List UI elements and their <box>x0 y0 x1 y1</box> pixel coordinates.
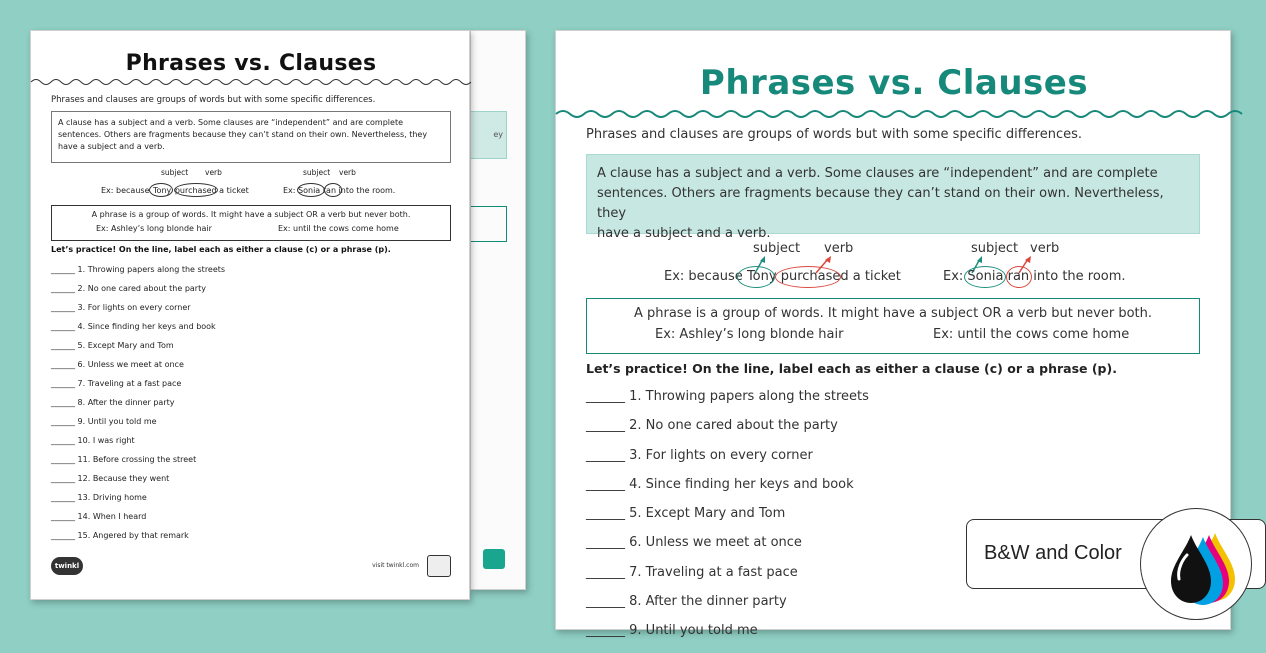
back-page-edge <box>470 30 526 590</box>
subject-label: subject <box>971 241 1019 256</box>
phrase-example: Ex: Ashley’s long blonde hair <box>96 224 212 233</box>
wave-divider <box>556 107 1232 121</box>
list-item: ______ 5. Except Mary and Tom <box>51 341 174 350</box>
subject-oval <box>297 183 325 197</box>
example-clause: Ex: Sonia ran into the room. <box>283 186 396 195</box>
quality-badge-icon <box>427 555 451 577</box>
subject-label: subject <box>161 168 189 177</box>
list-item: ______ 13. Driving home <box>51 493 147 502</box>
verb-oval <box>324 183 342 197</box>
subject-oval <box>149 183 173 197</box>
ink-drops-badge <box>1140 508 1252 620</box>
badge-label: B&W and Color <box>984 542 1122 564</box>
ink-drops-icon <box>1141 509 1251 619</box>
practice-list <box>51 265 225 550</box>
list-item: ______ 14. When I heard <box>51 512 147 521</box>
list-item: ______ 15. Angered by that remark <box>51 531 189 540</box>
clause-line: sentences. Others are fragments because they can’t stand on their own. Nevertheless, they <box>58 130 428 139</box>
list-item: ______ 3. For lights on every corner <box>586 447 813 463</box>
verb-oval <box>775 266 841 288</box>
back-page-badge <box>483 549 505 569</box>
verb-oval <box>174 183 218 197</box>
example-clause: Ex: because Tony purchased a ticket <box>664 269 901 284</box>
phrase-example: Ex: until the cows come home <box>278 224 399 233</box>
list-item: ______ 7. Traveling at a fast pace <box>51 379 182 388</box>
phrase-definition-box <box>51 205 451 241</box>
back-page-clause-box <box>471 111 507 159</box>
list-item: ______ 12. Because they went <box>51 474 170 483</box>
list-item: ______ 2. No one cared about the party <box>51 284 206 293</box>
practice-list <box>586 389 869 653</box>
list-item: ______ 4. Since finding her keys and book <box>51 322 216 331</box>
wave-divider <box>31 77 471 87</box>
list-item: ______ 7. Traveling at a fast pace <box>586 564 798 580</box>
phrase-example: Ex: until the cows come home <box>933 327 1130 342</box>
twinkl-logo: twinkl <box>51 557 83 575</box>
verb-label: verb <box>824 241 854 256</box>
subject-oval <box>964 266 1006 288</box>
phrase-definition-box <box>586 298 1200 354</box>
list-item: ______ 11. Before crossing the street <box>51 455 197 464</box>
example-clause: Ex: because Tony purchased a ticket <box>101 186 249 195</box>
phrase-example: Ex: Ashley’s long blonde hair <box>655 327 844 342</box>
list-item: ______ 9. Until you told me <box>51 417 157 426</box>
subject-label: subject <box>753 241 801 256</box>
list-item: ______ 6. Unless we meet at once <box>586 535 802 551</box>
verb-oval <box>1006 266 1032 288</box>
clause-definition-box <box>51 111 451 163</box>
list-item: ______ 4. Since finding her keys and book <box>586 476 854 492</box>
practice-heading: Let’s practice! On the line, label each as either a clause (c) or a phrase (p). <box>586 361 1117 376</box>
list-item: ______ 3. For lights on every corner <box>51 303 191 312</box>
clause-line: sentences. Others are fragments because they can’t stand on their own. Nevertheless, they <box>597 186 1164 221</box>
clause-line: have a subject and a verb. <box>597 226 771 241</box>
clause-definition-box <box>586 154 1200 241</box>
page-title: Phrases vs. Clauses <box>699 63 1089 103</box>
back-page-fragment-text: ey <box>493 130 503 139</box>
list-item: ______ 1. Throwing papers along the streets <box>586 389 869 404</box>
back-page-phrase-box <box>471 206 507 242</box>
clause-line: A clause has a subject and a verb. Some clauses are “independent” and are complete <box>597 166 1158 181</box>
list-item: ______ 2. No one cared about the party <box>586 418 838 434</box>
list-item: ______ 8. After the dinner party <box>586 594 787 610</box>
list-item: ______ 5. Except Mary and Tom <box>586 506 786 522</box>
verb-label: verb <box>205 168 222 177</box>
clause-line: have a subject and a verb. <box>58 142 165 151</box>
page-title: Phrases vs. Clauses <box>125 51 377 76</box>
verb-label: verb <box>1030 241 1060 256</box>
phrase-definition: A phrase is a group of words. It might have a subject OR a verb but never both. <box>91 210 411 219</box>
list-item: ______ 10. I was right <box>51 436 135 445</box>
list-item: ______ 8. After the dinner party <box>51 398 175 407</box>
subject-label: subject <box>303 168 331 177</box>
clause-line: A clause has a subject and a verb. Some clauses are “independent” and are complete <box>58 118 404 127</box>
list-item: ______ 9. Until you told me <box>586 623 758 639</box>
list-item: ______ 1. Throwing papers along the streets <box>51 265 226 274</box>
footer-url: visit twinkl.com <box>372 562 419 569</box>
worksheet-bw <box>30 30 470 600</box>
intro-text: Phrases and clauses are groups of words but with some specific differences. <box>586 127 1083 142</box>
verb-label: verb <box>339 168 356 177</box>
practice-heading: Let’s practice! On the line, label each as either a clause (c) or a phrase (p). <box>51 245 391 254</box>
list-item: ______ 6. Unless we meet at once <box>51 360 184 369</box>
subject-oval <box>737 266 775 288</box>
intro-text: Phrases and clauses are groups of words but with some specific differences. <box>51 95 376 105</box>
phrase-definition: A phrase is a group of words. It might have a subject OR a verb but never both. <box>633 306 1153 321</box>
example-clause: Ex: Sonia ran into the room. <box>943 269 1126 284</box>
